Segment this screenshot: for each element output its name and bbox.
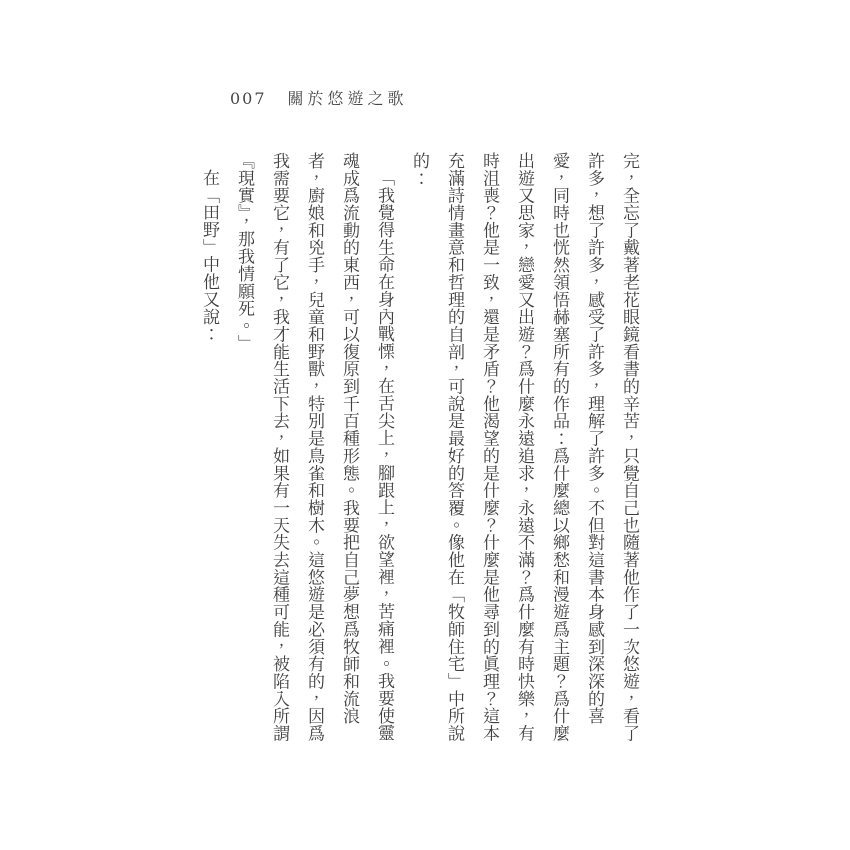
- body-text: [191, 152, 646, 744]
- paragraph-quote: 「我覺得生命在身內戰慄，在舌尖上，腳跟上，欲望裡，苦痛裡。我要使靈魂成爲流動的東西，可以復原到千百種形態。我要把自己夢想爲牧師和流浪者，廚娘和兇手，兒童和野獸，特別是鳥雀和樹木。這悠遊是必須有的，因爲我需要它，有了它，我才能生活下去，如果有一天失去這種可能，被陷入所謂『現實』，那我情願死。」: [234, 152, 394, 742]
- page-number: 007: [230, 89, 267, 108]
- running-head: [230, 86, 408, 109]
- paragraph-continuation: 完，全忘了戴著老花眼鏡看書的辛苦，只覺自己也隨著他作了一次悠遊，看了許多，想了許多，感受了許多，理解了許多。不但對這書本身感到深深的喜愛，同時也恍然領悟赫塞所有的作品：爲什麼總以鄉愁和漫遊爲主題？爲什麼出遊又思家，戀愛又出遊？爲什麼永遠追求，永遠不滿？爲什麼有時快樂，有時沮喪？他是一致，還是矛盾？他渴望的是什麼？什麼是他尋到的眞理？這本充滿詩情畫意和哲理的自剖，可說是最好的答覆。像他在「牧師住宅」中所說的：: [409, 152, 639, 742]
- paragraph-closing: 在「田野」中他又說：: [199, 169, 219, 343]
- running-title: 關於悠遊之歌: [287, 89, 408, 108]
